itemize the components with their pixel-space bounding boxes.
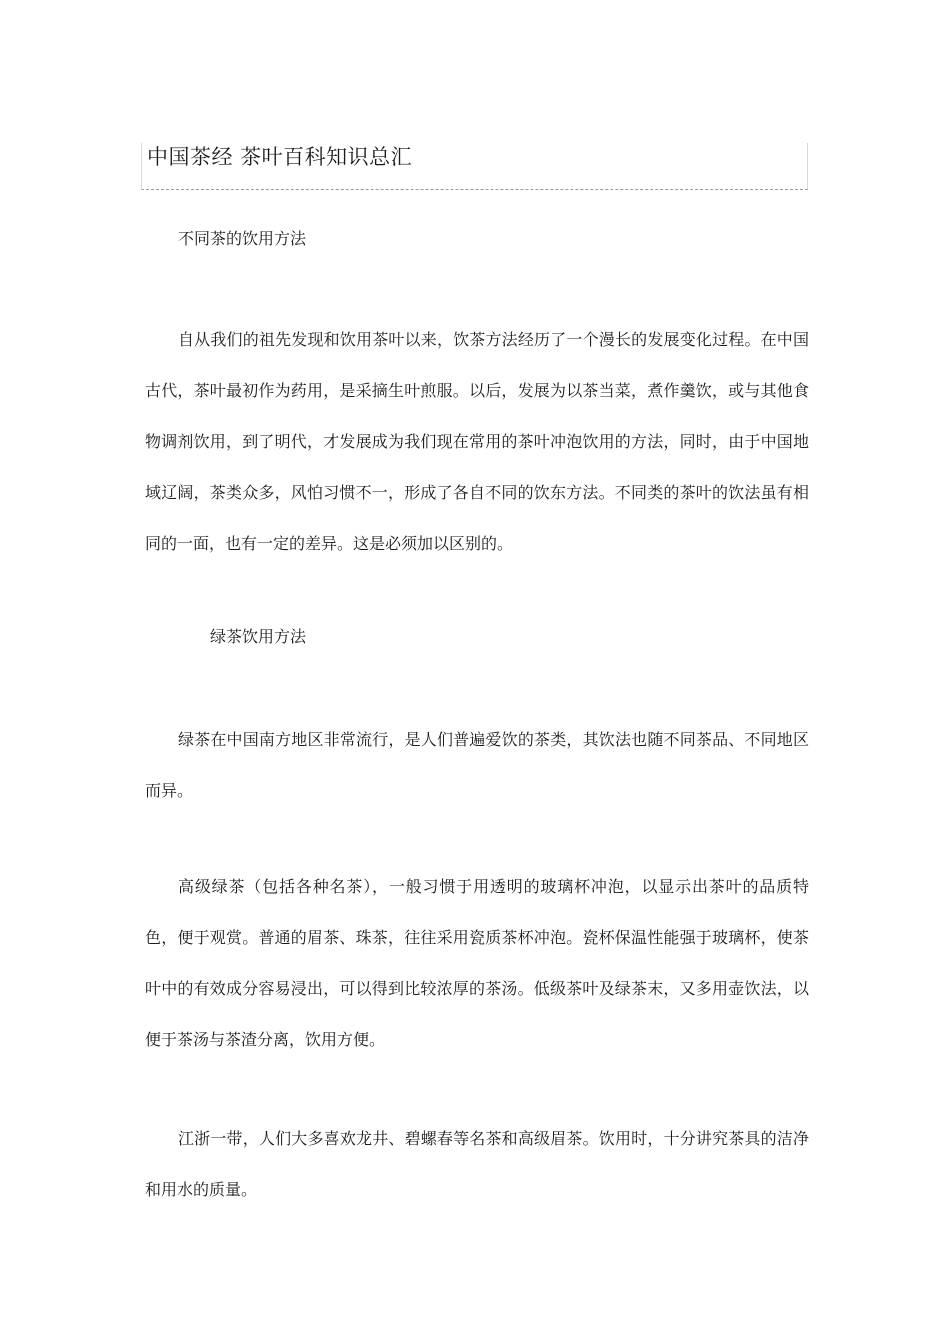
section-heading: 不同茶的饮用方法 [178,229,307,248]
paragraph: 高级绿茶（包括各种名茶），一般习惯于用透明的玻璃杯冲泡，以显示出茶叶的品质特色，便于观赏。普通的眉茶、珠茶，往往采用瓷质茶杯冲泡。瓷杯保温性能强于玻璃杯，使茶叶中的有效成分容易浸出，可以得到比较浓厚的茶汤。低级茶叶及绿茶末，又多用壶饮法，以便于茶汤与茶渣分离，饮用方便。 [145,877,809,1049]
intro-paragraph: 自从我们的祖先发现和饮用茶叶以来，饮茶方法经历了一个漫长的发展变化过程。在中国古代，茶叶最初作为药用，是采摘生叶煎服。以后，发展为以茶当菜，煮作羹饮，或与其他食物调剂饮用，到了明代，才发展成为我们现在常用的茶叶冲泡饮用的方法，同时，由于中国地域辽阔，茶类众多，风怕习惯不一，形成了各自不同的饮东方法。不同类的茶叶的饮法虽有相同的一面，也有一定的差异。这是必须加以区别的。 [145,330,809,553]
document-title: 中国茶经 茶叶百科知识总汇 [147,145,413,169]
subsection-heading: 绿茶饮用方法 [210,627,307,646]
title-box [141,143,808,190]
paragraph: 江浙一带，人们大多喜欢龙井、碧螺春等名茶和高级眉茶。饮用时，十分讲究茶具的洁净和用水的质量。 [145,1129,809,1199]
paragraph: 绿茶在中国南方地区非常流行，是人们普遍爱饮的茶类，其饮法也随不同茶品、不同地区而异。 [145,730,809,800]
